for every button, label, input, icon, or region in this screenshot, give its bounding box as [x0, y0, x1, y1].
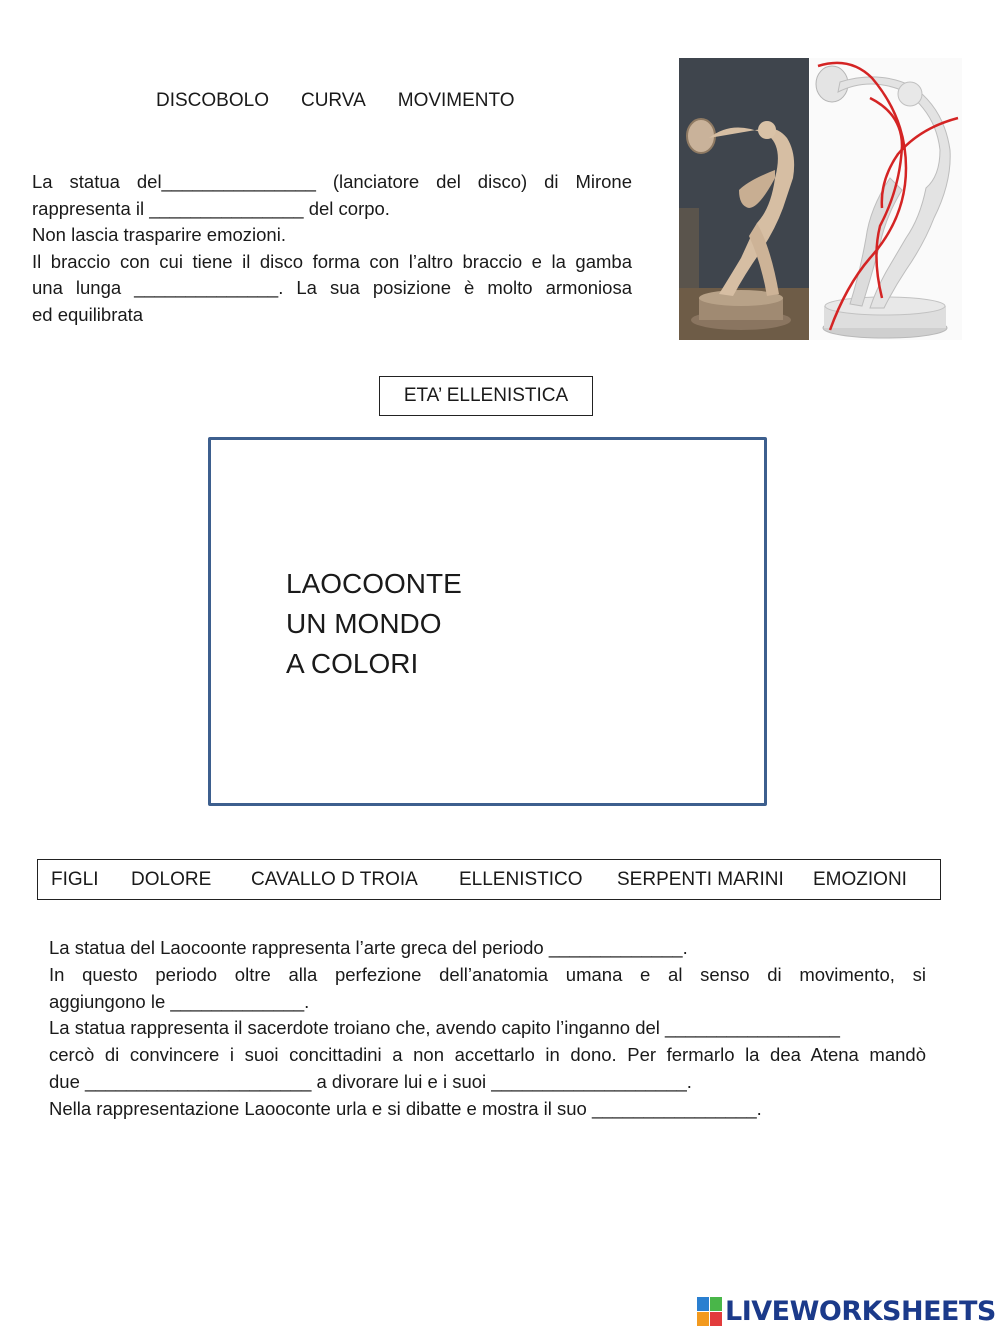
- video-box[interactable]: [208, 437, 767, 806]
- word-bank-item: MOVIMENTO: [397, 90, 515, 111]
- word-bank-item: SERPENTI MARINI: [617, 869, 784, 890]
- paragraph-line: Il braccio con cui tiene il disco forma con l’altro braccio e la gamba: [32, 250, 632, 272]
- discobolo-paragraph: [32, 169, 632, 328]
- paragraph-line: La statua del Laocoonte rappresenta l’arte greca del periodo _____________.: [49, 937, 688, 958]
- liveworksheets-logo-icon: [697, 1297, 721, 1325]
- word-bank-item: CURVA: [300, 90, 366, 111]
- word-bank-item: DOLORE: [131, 869, 212, 890]
- statue-photo-graphic: [679, 58, 809, 340]
- video-title-line: A COLORI: [286, 648, 419, 679]
- laocoonte-paragraph: [49, 935, 926, 1123]
- paragraph-line: Nella rappresentazione Laooconte urla e si dibatte e mostra il suo ________________.: [49, 1097, 762, 1119]
- paragraph-line: aggiungono le _____________.: [49, 990, 310, 1012]
- paragraph-line: ed equilibrata: [32, 303, 144, 325]
- era-label: ETA’ ELLENISTICA: [379, 376, 593, 416]
- paragraph-line: due ______________________ a divorare lui e i suoi ___________________.: [49, 1070, 692, 1092]
- paragraph-line: La statua del_______________ (lanciatore del disco) di Mirone: [32, 171, 632, 192]
- logo-text: LIVEWORKSHEETS: [725, 1295, 996, 1327]
- paragraph-line: una lunga ______________. La sua posizione è molto armoniosa: [32, 277, 632, 298]
- word-bank-item: ELLENISTICO: [459, 869, 583, 890]
- word-bank-item: DISCOBOLO: [156, 90, 269, 111]
- word-bank-laocoonte: [37, 859, 941, 900]
- video-title-line: UN MONDO: [286, 608, 442, 639]
- paragraph-line: Non lascia trasparire emozioni.: [32, 224, 286, 245]
- video-title-line: LAOCOONTE: [286, 568, 462, 599]
- curve-diagram-graphic: [810, 58, 962, 340]
- video-title: [286, 564, 462, 684]
- paragraph-line: cercò di convincere i suoi concittadini a non accettarlo in dono. Per fermarlo la dea Atena mandò: [49, 1044, 926, 1066]
- paragraph-line: La statua rappresenta il sacerdote troiano che, avendo capito l’inganno del _________________: [49, 1017, 840, 1039]
- word-bank-item: EMOZIONI: [813, 869, 907, 890]
- word-bank-item: CAVALLO D TROIA: [251, 869, 418, 890]
- discobolo-curve-diagram: [810, 58, 962, 340]
- discobolo-statue-photo: [679, 58, 809, 340]
- word-bank-discobolo: [156, 90, 515, 112]
- liveworksheets-logo: [697, 1296, 996, 1326]
- paragraph-line: In questo periodo oltre alla perfezione dell’anatomia umana e al senso di movimento, si: [49, 963, 926, 985]
- paragraph-line: rappresenta il _______________ del corpo.: [32, 197, 390, 219]
- word-bank-item: FIGLI: [51, 869, 99, 890]
